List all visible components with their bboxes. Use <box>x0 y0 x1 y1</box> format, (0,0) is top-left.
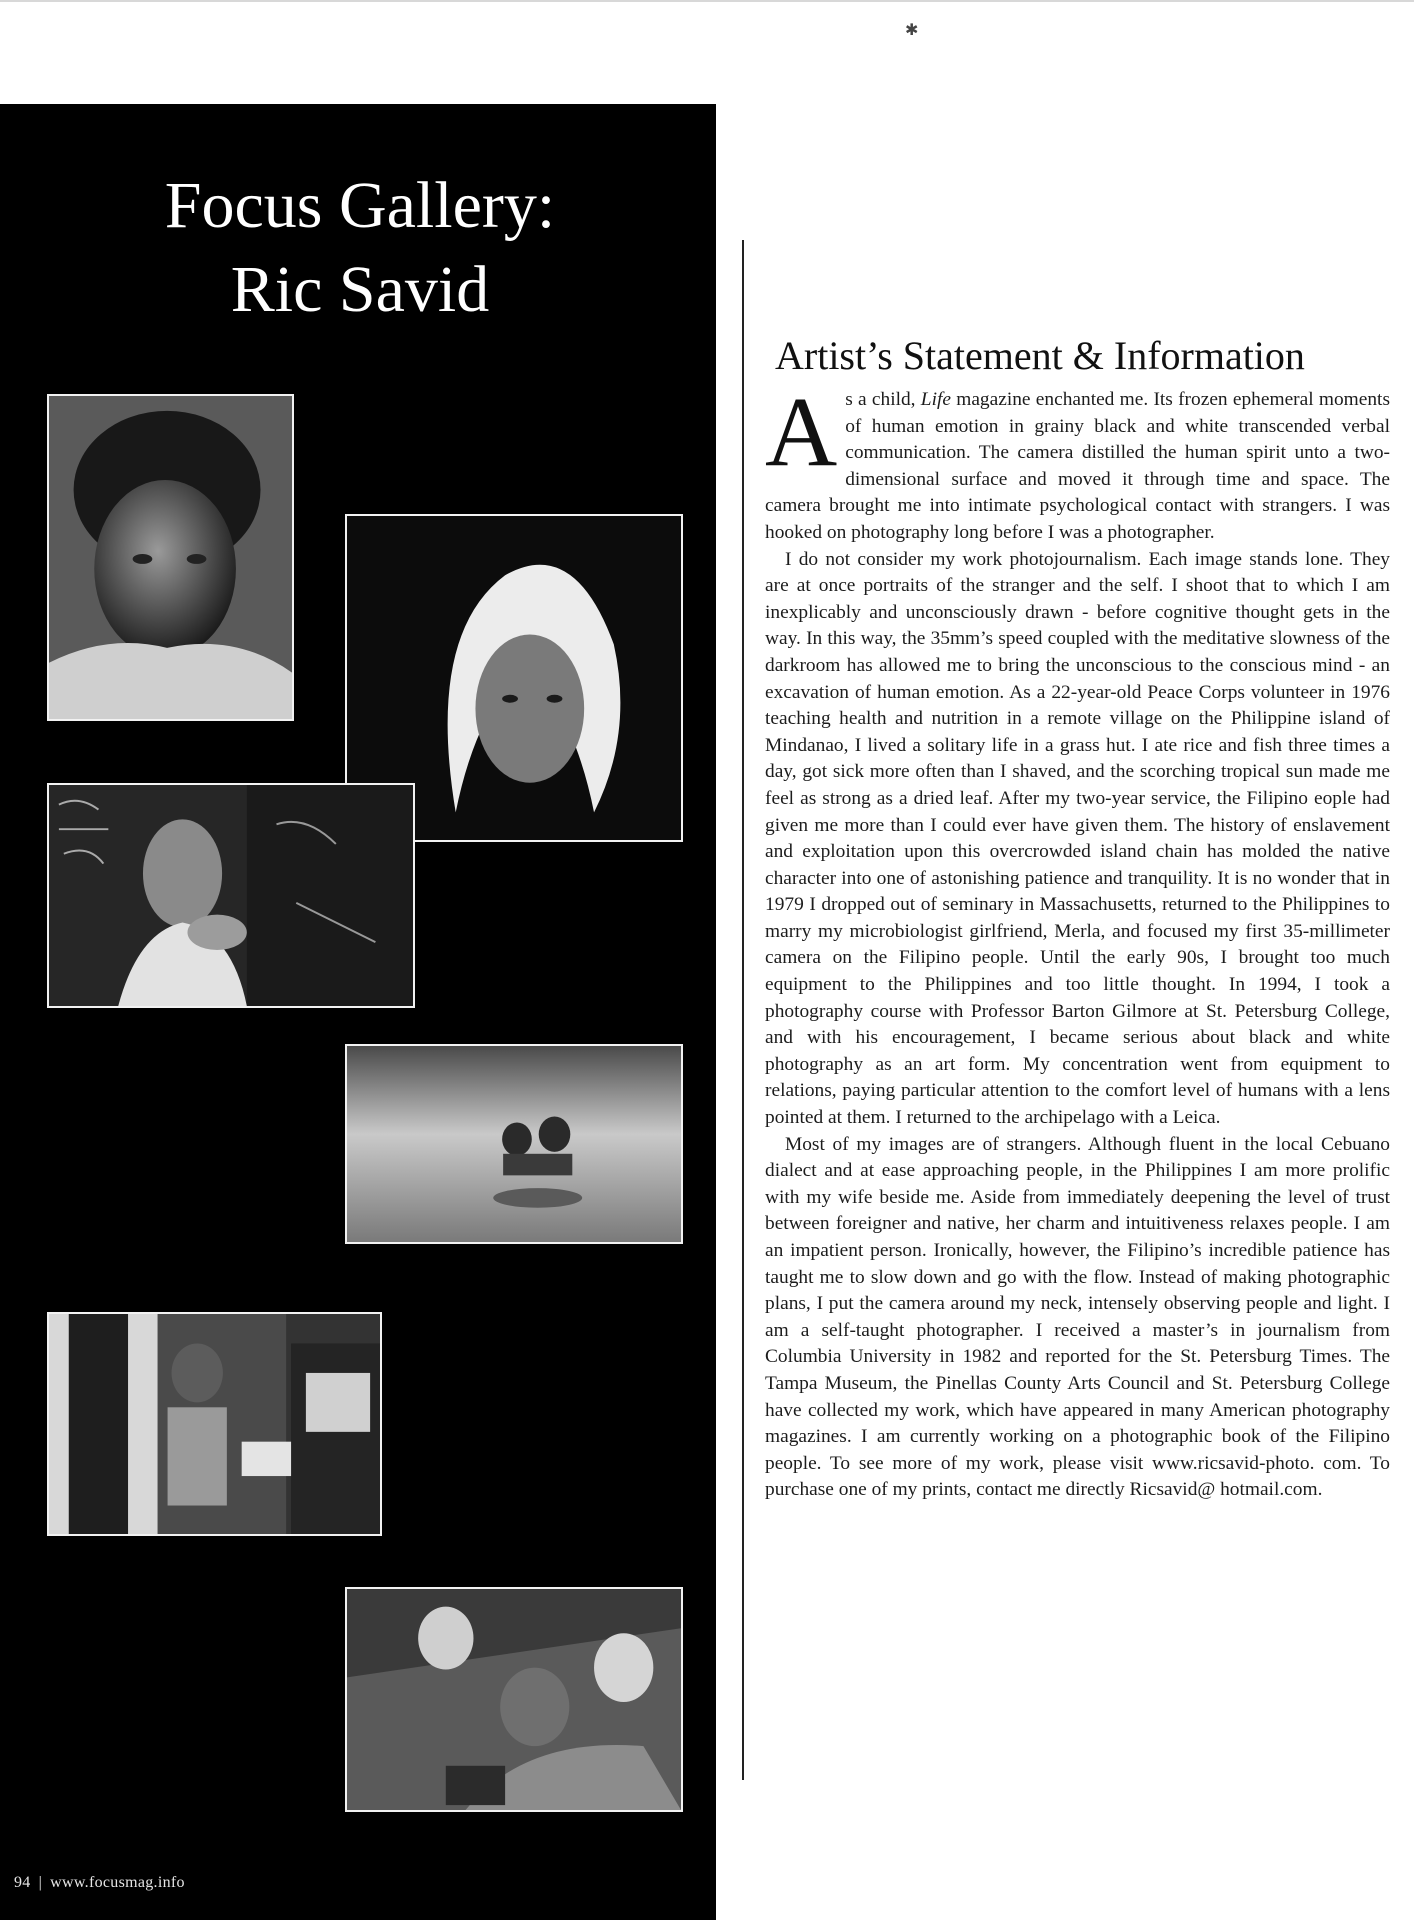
article-paragraph-2: I do not consider my work photojournalism. Each image stands lone. They are at once portraits of the stranger and the self. I shoot that to which I am inexplicably and unconsciously drawn - before cognitive thought gets in the way. In this way, the 35mm’s speed coupled with the meditative slowness of the darkroom has allowed me to bring the unconscious to the conscious mind - an excavation of human emotion. As a 22-year-old Peace Corps volunteer in 1976 teaching health and nutrition in a remote village on the Philippine island of Mindanao, I lived a solitary life in a grass hut. I ate rice and fish three times a day, got sick more often than I shaved, and the scorching tropical sun made me feel as strong as a dried leaf. After my two-year service, the Filipino eople had given me more than I could ever have given them. The history of enslavement and exploitation upon this overcrowded island chain has molded the native character into one of astonishing patience and tranquility. It is no wonder that in 1979 I dropped out of seminary in Massachusetts, returned to the Philippines to marry my microbiologist girlfriend, Merla, and focused my first 35-millimeter camera on the Filipino people. Until the early 90s, I brought too much equipment to the Philippines and too little thought. In 1994, I took a photography course with Professor Barton Gilmore at St. Petersburg College, and with his encouragement, I became serious about black and white photography as an art form. My concentration went from equipment to relations, paying particular attention to the comfort level of humans with a lens pointed at them. I returned to the archipelago with a Leica. <box>765 548 1390 1129</box>
footer-website: www.focusmag.info <box>50 1874 185 1891</box>
p1-rest: magazine enchanted me. Its frozen ephemeral moments of human emotion in grainy black and white transcended verbal communication. The camera distilled the human spirit unto a two-dimensional surface and moved it through time and space. The camera brought me into intimate psychological contact with strangers. I was hooked on photography long before I was a photographer. <box>765 389 1390 543</box>
article-body <box>765 376 1390 1504</box>
gallery-title <box>110 164 610 332</box>
print-speck: ✱ <box>905 22 919 39</box>
gallery-title-line1: Focus Gallery: <box>164 169 556 242</box>
page-footer <box>14 1874 185 1892</box>
article-heading: Artist’s Statement & Information <box>775 332 1305 378</box>
drop-cap: A <box>765 376 838 487</box>
photo-girl-chalkboard <box>47 783 415 1008</box>
photo-children-street <box>47 1312 382 1536</box>
photo-man-portrait <box>47 394 294 721</box>
top-rule <box>0 0 1414 2</box>
p1-start: s a child, <box>845 389 921 410</box>
article-paragraph-3: Most of my images are of strangers. Although fluent in the local Cebuano dialect and at ease approaching people, in the Philippines I am more prolific with my wife beside me. Aside from immediately deepening the level of trust between foreigner and native, her charm and intuitiveness relaxes people. I am an impatient person. Ironically, however, the Filipino’s incredible patience has taught me to slow down and go with the flow. Instead of making photographic plans, I put the camera around my neck, intensely observing people and light. I am a self-taught photographer. I received a master’s in journalism from Columbia University in 1982 and reported for the St. Petersburg Times. The Tampa Museum, the Pinellas County Arts Council and St. Petersburg College have collected my work, which have appeared in many American photography magazines. I am currently working on a photographic book of the Filipino people. To see more of my work, please visit www.ricsavid-photo. com. To purchase one of my prints, contact me directly Ricsavid@ hotmail.com. <box>765 1133 1390 1501</box>
article-paragraph-1 <box>765 376 1390 547</box>
page-number: 94 <box>14 1874 31 1891</box>
footer-separator: | <box>38 1874 43 1891</box>
gallery-panel <box>0 104 716 1920</box>
column-rule <box>742 240 744 1780</box>
gallery-title-line2: Ric Savid <box>230 253 490 326</box>
photo-children-water <box>345 1044 683 1244</box>
photo-sleeping-children <box>345 1587 683 1812</box>
p1-magazine-title: Life <box>920 389 951 410</box>
